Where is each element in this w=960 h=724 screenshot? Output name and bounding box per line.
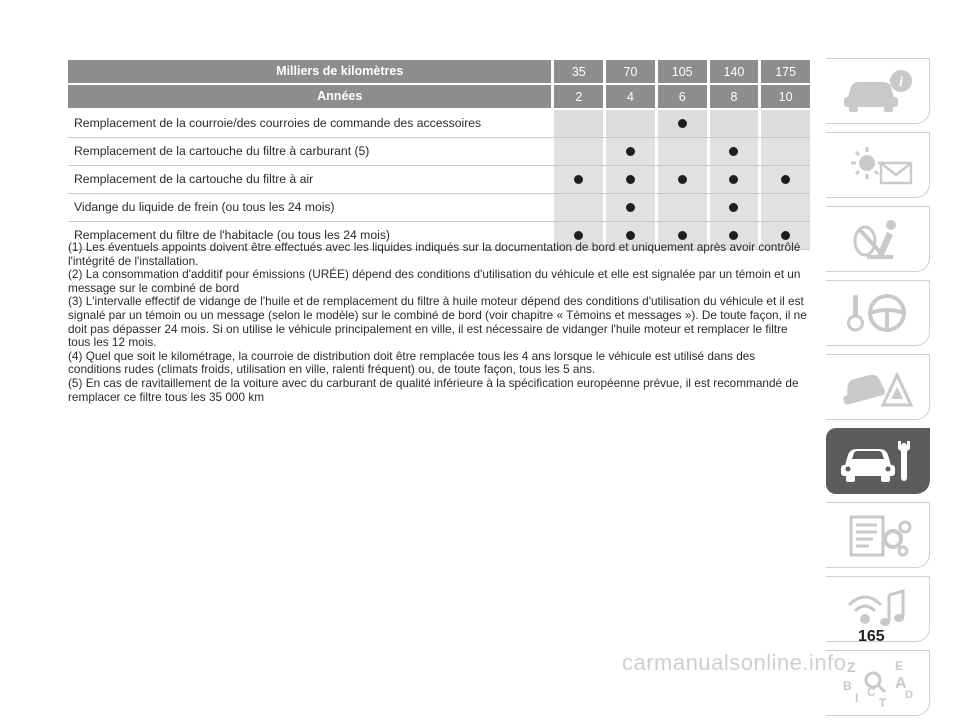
bullet-mark [729, 231, 738, 240]
tab-emergency[interactable] [826, 354, 930, 420]
year-value: 2 [554, 85, 603, 108]
warning-lights-icon [839, 141, 917, 189]
tab-car-info[interactable] [826, 58, 930, 124]
bullet-mark [574, 175, 583, 184]
footnote: (4) Quel que soit le kilométrage, la courroie de distribution doit être remplacée tous les 4 ans lorsque le véhicule est utilisé dans des conditions rudes (climats froids, utilisation en ville, ralenti fréquent) ou, de toute façon, tous les 5 ans. [68, 348, 756, 377]
starting-driving-icon [839, 289, 917, 337]
header-km-row [68, 60, 810, 83]
index-letter: B [842, 679, 852, 693]
tab-safety[interactable] [826, 206, 930, 272]
header-years-label: Années [68, 85, 551, 108]
table-cell [554, 138, 603, 165]
bullet-mark [678, 231, 687, 240]
table-cell [710, 166, 759, 193]
bullet-mark [574, 231, 583, 240]
year-value: 4 [606, 85, 655, 108]
table-cell [761, 110, 810, 137]
bullet-mark [678, 175, 687, 184]
bullet-mark [729, 203, 738, 212]
index-letter: C [866, 685, 876, 699]
index-icon [839, 658, 917, 708]
header-km-label: Milliers de kilomètres [68, 60, 551, 83]
index-letter: A [894, 675, 907, 692]
bullet-mark [626, 147, 635, 156]
table-cell [710, 138, 759, 165]
table-row [68, 110, 810, 138]
table-cell [658, 138, 707, 165]
km-value: 175 [761, 60, 810, 83]
row-label: Remplacement de la cartouche du filtre à carburant (5) [74, 144, 370, 158]
tab-technical-data[interactable] [826, 502, 930, 568]
tab-starting-driving[interactable] [826, 280, 930, 346]
year-value: 6 [658, 85, 707, 108]
svg-text:i: i [898, 75, 903, 90]
index-letter: E [894, 659, 903, 673]
bullet-mark [626, 231, 635, 240]
table-cell [761, 194, 810, 221]
km-value: 140 [710, 60, 759, 83]
bullet-mark [626, 175, 635, 184]
bullet-mark [678, 119, 687, 128]
table-cell [761, 138, 810, 165]
table-cell [710, 110, 759, 137]
row-label: Remplacement du filtre de l'habitacle (ou tous les 24 mois) [74, 228, 390, 242]
year-value: 10 [761, 85, 810, 108]
header-years-row [68, 85, 810, 108]
emergency-icon [839, 363, 917, 411]
bullet-mark [781, 231, 790, 240]
table-cell [554, 110, 603, 137]
footnotes [68, 241, 810, 404]
tab-warning-lights[interactable] [826, 132, 930, 198]
car-info-icon [839, 67, 917, 115]
footnote: (3) L'intervalle effectif de vidange de l'huile et de remplacement du filtre à huile moteur dépend des conditions d'utilisation du véhicule et il est signalé par un témoin ou un message (selon le modèle) sur le combiné de bord (voir chapitre « Témoins et messages »). De toute façon, il ne doit pas dépasser 24 mois. Si on utilise le véhicule principalement en ville, il est nécessaire de vidanger l'huile moteur et remplacer le filtre tous les 12 mois. [68, 294, 807, 350]
row-label: Remplacement de la courroie/des courroies de commande des accessoires [74, 116, 482, 130]
row-label: Remplacement de la cartouche du filtre à air [74, 172, 314, 186]
table-cell [554, 194, 603, 221]
index-letter: Z [846, 659, 856, 675]
table-cell [606, 166, 655, 193]
footnote: (5) En cas de ravitaillement de la voiture avec du carburant de qualité inférieure à la spécification européenne prévue, il est recommandé de remplacer ce filtre tous les 35 000 km [68, 375, 799, 404]
km-value: 35 [554, 60, 603, 83]
safety-airbag-icon [839, 215, 917, 263]
year-value: 8 [710, 85, 759, 108]
bullet-mark [626, 203, 635, 212]
index-letter: I [854, 691, 858, 705]
table-cell [554, 166, 603, 193]
table-cell [658, 166, 707, 193]
km-value: 70 [606, 60, 655, 83]
maintenance-table [68, 60, 810, 250]
table-row [68, 194, 810, 222]
table-row [68, 166, 810, 194]
maintenance-icon [838, 437, 918, 485]
row-label: Vidange du liquide de frein (ou tous les 24 mois) [74, 200, 335, 214]
footnote: (2) La consommation d'additif pour émissions (URÉE) dépend des conditions d'utilisation du véhicule et elle est signalée par un témoin et un message sur le combiné de bord [68, 267, 801, 295]
table-row [68, 138, 810, 166]
km-value: 105 [658, 60, 707, 83]
table-cell [761, 166, 810, 193]
bullet-mark [781, 175, 790, 184]
footnote: (1) Les éventuels appoints doivent être effectués avec les liquides indiqués sur la documentation de bord et uniquement après avoir contrôlé l'intégrité de l'installation. [68, 240, 801, 268]
bullet-mark [729, 175, 738, 184]
table-cell [606, 138, 655, 165]
chapter-tabs [826, 58, 930, 724]
table-cell [606, 194, 655, 221]
table-cell [710, 194, 759, 221]
technical-data-icon [839, 511, 917, 559]
watermark: carmanualsonline.info [622, 650, 847, 675]
bullet-mark [729, 147, 738, 156]
multimedia-icon [839, 585, 917, 633]
index-letter: T [878, 696, 886, 708]
table-cell [606, 110, 655, 137]
table-cell [658, 110, 707, 137]
table-cell [658, 194, 707, 221]
page-number: 165 [858, 628, 885, 645]
index-letter: D [904, 689, 913, 701]
tab-maintenance[interactable] [826, 428, 930, 494]
